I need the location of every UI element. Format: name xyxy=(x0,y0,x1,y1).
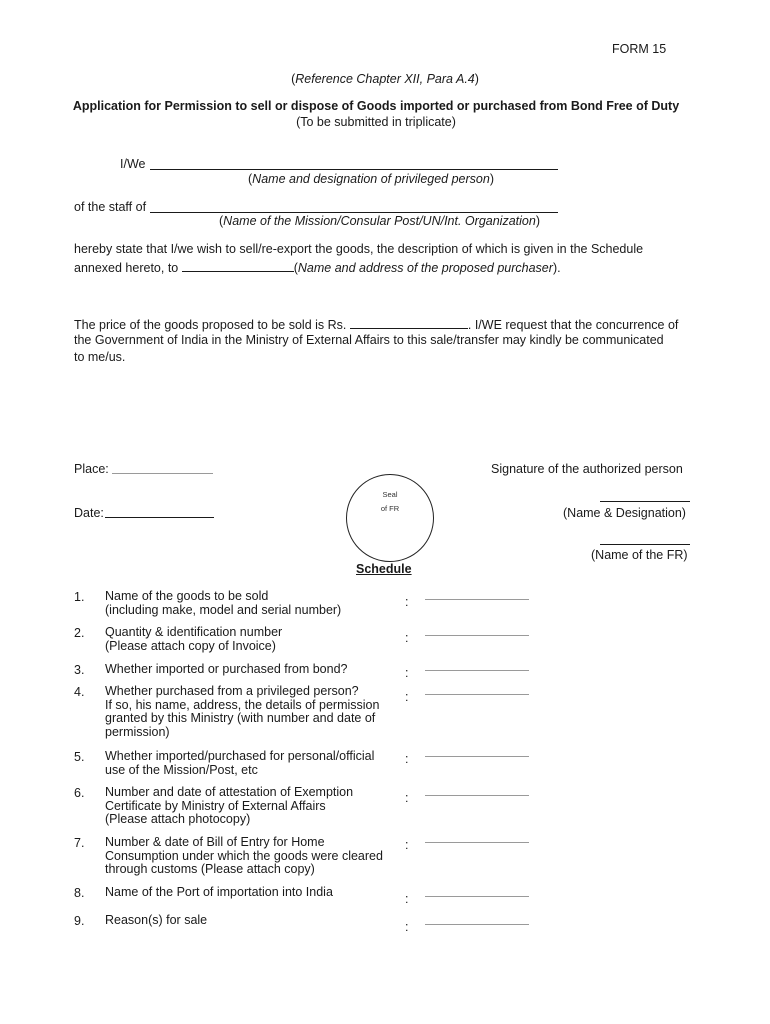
seal-line-1: Seal xyxy=(382,490,398,499)
schedule-item-text xyxy=(105,886,333,900)
schedule-item-text xyxy=(105,786,353,827)
schedule-item-line: Name of the Port of importation into India xyxy=(105,885,333,899)
place-label: Place: xyxy=(74,462,109,476)
form-title: Application for Permission to sell or dispose of Goods imported or purchased from Bond Free of Duty xyxy=(72,99,680,113)
purchaser-field[interactable] xyxy=(182,259,294,272)
schedule-item-text xyxy=(105,663,348,677)
hereby-line-2: annexed hereto, to (Name and address of the proposed purchaser). xyxy=(74,261,561,275)
reference-close-paren: ) xyxy=(474,72,479,86)
schedule-item-line: Number & date of Bill of Entry for Home xyxy=(105,835,325,849)
place-field[interactable] xyxy=(112,461,213,474)
reference-text: Reference Chapter XII, Para A.4 xyxy=(295,72,475,86)
schedule-item-answer-field[interactable] xyxy=(425,896,529,897)
schedule-item-number: 1. xyxy=(74,590,85,604)
schedule-item-answer-field[interactable] xyxy=(425,694,529,695)
schedule-item-number: 4. xyxy=(74,685,85,699)
schedule-item-number: 9. xyxy=(74,914,85,928)
schedule-item-text xyxy=(105,836,383,877)
schedule-item-line: use of the Mission/Post, etc xyxy=(105,762,258,777)
schedule-item-line: (Please attach copy of Invoice) xyxy=(105,638,276,653)
schedule-item-colon: : xyxy=(405,595,409,609)
schedule-item-answer-field[interactable] xyxy=(425,924,529,925)
schedule-item-colon: : xyxy=(405,920,409,934)
schedule-item-text xyxy=(105,685,379,739)
schedule-item-colon: : xyxy=(405,666,409,680)
schedule-item-colon: : xyxy=(405,631,409,645)
schedule-item-answer-field[interactable] xyxy=(425,795,529,796)
schedule-item-number: 6. xyxy=(74,786,85,800)
name-designation-label: (Name & Designation) xyxy=(563,506,686,520)
schedule-item-line: Reason(s) for sale xyxy=(105,913,208,927)
reference-open-paren: ( xyxy=(291,72,296,86)
schedule-item-number: 8. xyxy=(74,886,85,900)
schedule-item-line: Name of the goods to be sold xyxy=(105,589,269,603)
schedule-item-colon: : xyxy=(405,791,409,805)
form-subtitle: (To be submitted in triplicate) xyxy=(296,115,456,129)
schedule-item-line: Whether imported/purchased for personal/official xyxy=(105,749,375,763)
schedule-item-line: If so, his name, address, the details of permission xyxy=(105,697,380,712)
iwe-field[interactable] xyxy=(150,157,558,170)
schedule-item-line: Quantity & identification number xyxy=(105,625,283,639)
price-line-3: to me/us. xyxy=(74,350,126,364)
date-label: Date: xyxy=(74,506,104,520)
seal-line-2: of FR xyxy=(380,504,400,513)
schedule-item-line: Certificate by Ministry of External Affairs xyxy=(105,798,326,813)
schedule-item-line: Whether imported or purchased from bond? xyxy=(105,662,348,676)
signature-line[interactable] xyxy=(600,501,690,502)
schedule-item-text xyxy=(105,626,282,653)
staff-field[interactable] xyxy=(150,200,558,213)
schedule-item-text xyxy=(105,590,341,617)
price-field[interactable] xyxy=(350,316,468,329)
schedule-item-answer-field[interactable] xyxy=(425,599,529,600)
fr-name-line[interactable] xyxy=(600,544,690,545)
schedule-item-line: (including make, model and serial number) xyxy=(105,602,342,617)
date-field[interactable] xyxy=(105,505,214,518)
schedule-item-line: Number and date of attestation of Exemption xyxy=(105,785,354,799)
schedule-item-line: through customs (Please attach copy) xyxy=(105,862,315,876)
schedule-item-colon: : xyxy=(405,892,409,906)
schedule-item-number: 5. xyxy=(74,750,85,764)
signature-label: Signature of the authorized person xyxy=(491,462,683,476)
price-line-1: The price of the goods proposed to be sold is Rs. . I/WE request that the concurrence of xyxy=(74,318,679,332)
schedule-item-colon: : xyxy=(405,752,409,766)
schedule-item-answer-field[interactable] xyxy=(425,670,529,671)
schedule-item-line: Whether purchased from a privileged person? xyxy=(105,684,359,698)
iwe-label: I/We xyxy=(120,157,146,171)
schedule-item-answer-field[interactable] xyxy=(425,635,529,636)
fr-name-label: (Name of the FR) xyxy=(591,548,688,562)
schedule-item-text xyxy=(105,750,374,777)
price-line-2: the Government of India in the Ministry of External Affairs to this sale/transfer may kindly be communicated xyxy=(74,333,664,347)
schedule-item-text xyxy=(105,914,207,928)
reference-line xyxy=(0,72,770,86)
schedule-item-colon: : xyxy=(405,838,409,852)
seal-of-fr xyxy=(346,474,434,562)
staff-caption: (Name of the Mission/Consular Post/UN/Int. Organization) xyxy=(219,214,540,228)
schedule-item-line: Consumption under which the goods were cleared xyxy=(105,848,383,863)
schedule-heading: Schedule xyxy=(356,562,412,576)
schedule-item-answer-field[interactable] xyxy=(425,756,529,757)
schedule-item-number: 2. xyxy=(74,626,85,640)
form-number: FORM 15 xyxy=(612,42,667,56)
schedule-item-colon: : xyxy=(405,690,409,704)
schedule-item-answer-field[interactable] xyxy=(425,842,529,843)
staff-label: of the staff of xyxy=(74,200,147,214)
schedule-item-line: granted by this Ministry (with number and date of xyxy=(105,711,376,725)
schedule-item-line: (Please attach photocopy) xyxy=(105,812,251,826)
schedule-item-number: 3. xyxy=(74,663,85,677)
hereby-line-1: hereby state that I/we wish to sell/re-export the goods, the description of which is given in the Schedule xyxy=(74,242,644,256)
schedule-item-number: 7. xyxy=(74,836,85,850)
schedule-item-line: permission) xyxy=(105,724,170,739)
iwe-caption: (Name and designation of privileged person) xyxy=(248,172,494,186)
